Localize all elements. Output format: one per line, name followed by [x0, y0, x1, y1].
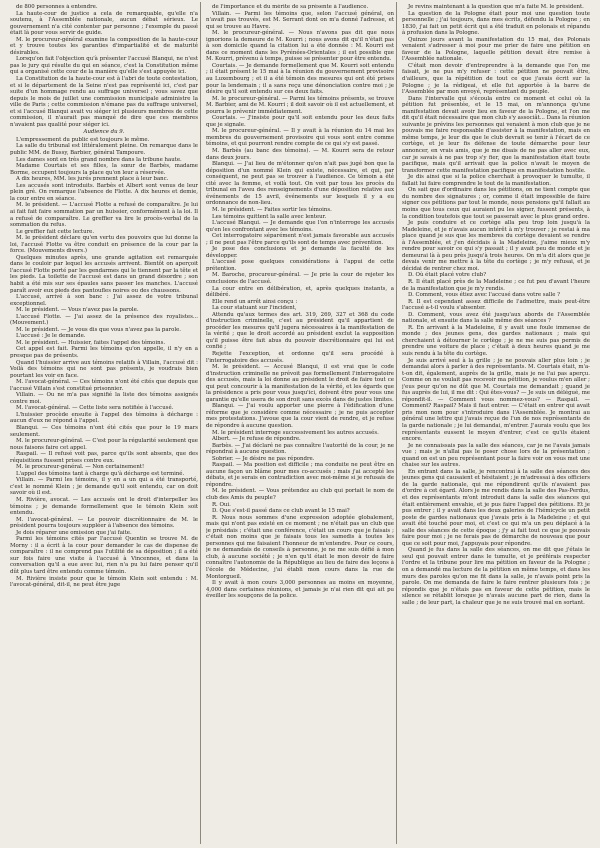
paragraph: Blanqui. — J'ai lieu de m'étonner qu'on n'ait pas jugé bon que la déposition d'un nommé Klein qui existe, nécessaire, et qui, par conséquent, ne peut pas se trouver à l'audience. Ce témoin a été cité avec la femme, et voilà tout. On voit par tous les procès du tribunal en l'aveu des renseignements d'une déposition relative aux événements de 15 avril, événements sur lesquels il y a eu ordonnance de non-lieu. [206, 161, 394, 207]
paragraph: Courtais. — J'insiste pour qu'il soit entendu pour les deux faits que je signale. [206, 115, 394, 128]
paragraph: Albert. — Je refuse de répondre. [212, 436, 301, 443]
paragraph: L'appel des témoins tant à charge qu'à décharge est terminé. [16, 470, 185, 477]
paragraph: Villain. — Parmi les témoins, il y en a un qui a été transporté, c'est le nommé Klein ; je demande qu'il soit entendu, car on doit savoir où il est. [10, 477, 198, 497]
paragraph: Les dames sont en très grand nombre dans la tribune haute. [16, 156, 182, 163]
paragraph: La question de la Pologne était pour moi une question toute personnelle ; j'ai toujours, dans mes écrits, défendu la Pologne ; en 1830, j'ai fait un petit écrit qui a été traduit en polonais et répandu à profusion dans la Pologne. [402, 10, 590, 37]
paragraph: R. Nous nous sommes d'une expression adoptée globalement, mais qui n'ont pas existé en ce moment ; ne n'était pas un club que je présidais ; c'était une conférence, c'était un cours que je faisais ; c'était non moins que je faisais tous les samedis à toutes les personnes qui me faisaient l'honneur de m'entendre. Pour ce cours, je ne demandais de conseils à personne, je ne me suis défié à mon club, à aucune société ; je n'en qu'il était le mon devoir de faire connaître l'autonomie de la République au lieu de faire des leçons à l'école de Médecine, j'ai établi mon cours dans la rue de Montorgueil. [206, 514, 394, 580]
paragraph: M. le président. — Je vous dis que vous n'avez pas la parole. [16, 326, 181, 333]
column-divider [396, 2, 397, 844]
paragraph: L'accusé : Je le demande. [16, 333, 86, 340]
paragraph: Quinze jours avant la manifestation du 15 mai, des Polonais venaient s'adresser à moi pour me prier de faire une pétition en faveur de la Pologne, laquelle pétition devait être remise à l'Assemblée nationale. [402, 36, 590, 63]
paragraph: La Constitution de la haute-cour est à l'abri de toute contestation, et si le département de la Seine n'est pas représenté ici, c'est par suite d'un hommage rendu au suffrage universel ; vous savez que depuis le mois de juillet une commission municipale administre la ville de Paris ; cette commission n'émane pas du suffrage universel, et si l'accusé Blanqui avait vu siéger ici plusieurs membres de cette commission, il n'aurait pas manqué de dire que ces membres n'avaient pas qualité pour siéger ici. [10, 76, 198, 128]
paragraph: L'empressement du public est toujours le même. [16, 136, 150, 143]
paragraph: Courtais. — Je demande formellement que M. Kourri soit entendu ; il était présent le 15 mai à la réunion du gouvernement provisoire au Luxembourg ; et il a été témoin des mesures qui ont été prises pour la lendemain ; il a sans reçu une dénonciation contre moi ; je désire qu'il soit entendu sur ces deux faits. [206, 62, 394, 96]
paragraph: Il y avait à mon cours 3,000 personnes au moins en moyenne, 4,000 dans certaines réunions, et jamais je n'ai rien dit qui ait pu éveiller les soupçons de la police. [206, 580, 394, 600]
paragraph: Je puis conduire et ce cortège alla peu trop loin jusqu'à la Madeleine, et je n'avais aucun intérêt à m'y trouver ; je restai à ma place quand je sus que les membres du cortège devaient se rendre à l'Assemblée, et j'en décidais à la Madeleine, j'aime mieux m'y rendre pour savoir ce qui s'y passait ; il y avait peu de monde et je demeurai là à peu près jusqu'à trois heures. On m'a dit alors que je devais venir me mettre à la tête du cortège ; je m'y refusai, et je décidai de rentrer chez moi. [402, 220, 590, 272]
paragraph: M. le président interroge successivement les autres accusés. [212, 429, 379, 436]
paragraph: Raspail. — Il refusé voit pas, parce qu'ils sont absents, que des réquisitions fussent prises contre eux. [10, 451, 198, 464]
paragraph: Dans l'intervalle qui s'écoula entre ce moment et celui où la pétition fut présentée, et le 15 mai, on m'annonça qu'une manifestation devait avoir lieu en faveur de la Pologne, et l'on me dit qu'il était nécessaire que mon club s'y associât... Dans la réunion suivante je prévins les personnes qui venaient à mon club que je ne pouvais me faire responsable d'assister à la manifestation, mais en même temps, je leur dis que le club devrait se tenir à l'écart de ce cortège, et je leur fis défense de toute démarche pour leur annoncer, en vrais amis, que je me disais de ne pas aller avec eux, car je savais à ne pas trop s'y fier, que la manifestation était toute pacifique, mais qu'il arrivait que la police n'avait le moyen de transformer cette manifestation pacifique en manifestation hostile. [402, 95, 590, 174]
paragraph: M. le président. — L'accusé Flotte a refusé de comparaître. Je lui ai fait fait faire sommation par un huissier, conformément à la loi. Il a refusé de comparaître. Le greffier va lire le procès-verbal de la sommation du refus. [10, 202, 198, 229]
paragraph: Lorsqu'on fait l'objection qu'à présenter l'accusé Blanqui, ne n'est pas le jury qui résulte du qui en séance, c'est la Constitution même qui a organisé cette cour de la manière qu'elle s'est appuyée ici. [10, 56, 198, 76]
paragraph: L'accusé Flotte. — J'ai assez de la présence des royalistes... (Mouvement.) [10, 313, 198, 327]
paragraph: M. Rivière insiste pour que le témoin Klein soit entendu : M. l'avocat-général, dit-il, ne peut être juge [10, 575, 198, 589]
paragraph: La salle du tribunal est littéralement pleine. On remarque dans le public MM. de Bussy, Barbier, général Tampoure. [10, 143, 198, 157]
paragraph: Quand je fus dans la salle des séances, on me dit que j'étais le seul qui pouvait entrer dans le tumulte, et je préférais respecter l'ordre et la tribune pour lire ma pétition en faveur de la Pologne ; on a demandé ma lecture de la pétition en même temps, et dans les murs des paroles qu'on me fit dans la salle, je n'avais point pris la parole. On me demanda de faire le faire rentrer plusieurs fois ; je répondis que je n'étais pas en faveur de cette pétition, mais le silence se rétablit lorsque je n'avais aucune part de rien, dans la salle ; de leur part, la chaleur que je ne suis trouvé mal en sortant. [402, 547, 590, 606]
paragraph: M. le procureur-général. — Il y avait à la réunion du 14 mai les membres du gouvernement provisoire qui vous sont entre comme témoins, et qui pourront rendre compte de ce qui s'y est passé. [206, 128, 394, 148]
paragraph: M. le président déclare qu'en vertu des pouvoirs que lui donne la loi, l'accusé Flotte va être conduit en présence de la cour par la force. (Mouvements divers.) [10, 235, 198, 255]
paragraph: C'était mon devoir d'entreprendre à la demande que l'on me faisait, je ne pus m'y refuser : cette pétition ne pouvait être, d'ailleurs, que la répétition de tout ce que j'avais écrit sur la Pologne ; je la rédigeai, et elle fut apportée à la barre de l'Assemblée par mon envoyé, représentant du peuple. [402, 62, 590, 96]
paragraph: L'huissier procède ensuite à l'appel des témoins à décharge : aucun d'eux ne répond à l'appel. [10, 411, 198, 425]
paragraph: Attendu qu'aux termes des art. 319, 269, 327 et 368 du code d'instruction criminelle, c'est au président qu'il appartient de procéder les mesures qu'il jugera nécessaires à la manifestation de la vérité ; que le droit accordé au président exclut la supposition qu'il puisse être fait abus du pouvoir discrétionnaire qui lui est confié ; [206, 311, 394, 351]
paragraph: D. Que s'est-il passé dans ce club avant le 15 mai? [212, 508, 350, 515]
paragraph: M. le président. — Huissier, faites l'appel des témoins. [16, 339, 166, 346]
paragraph: D. Comment, vous étiez avec l'accusé dans votre salle ? [408, 292, 561, 299]
paragraph: M. le président. — Accusé Blanqui, il est vrai que le code d'instruction criminelle ne prévoit pas formellement l'interrogatoire des accusés, mais la loi donne au président le droit de faire tout ce qui peut concourir à la manifestation de la vérité, et les égards que la présidence a pris pour vous jusqu'ici, doivent être pour vous une garantie qu'elle usera de son droit sans excès dans de justes limites. [206, 364, 394, 403]
paragraph: Je ne connaissais pas la salle des séances, car je ne l'avais jamais vue ; mais je n'allai pas le poser chose lors de la présentation ; quand on est un peu représentant pour la faire voir on vous met une chaise sur les autres. [402, 442, 590, 469]
paragraph: R. En arrivant à la Madeleine, il y avait une foule immense de monde ; des jeunes gens, des gardes nationaux ; mais qui cherchaient à détourner le cortège ; je ne me suis pas permis de prendre une voiture de place ; c'était à deux heures quand je me suis rendu à la tête du cortège. [402, 324, 590, 357]
paragraph: En entrant dans la salle, je rencontrai à la salle des séances des jeunes gens qui causaient et hésitaient ; je m'adressai à des officiers de la garde nationale, qui me répondirent qu'ils n'avaient pas d'ordre à cet égard. Alors je me rendis dans la salle des Pas-Perdus, et des représentants m'ont introduit dans la salle des séances qui était entièrement envahie, et je pus faire l'appel des pétitions. Et je pus entrer ; il y avait dans les deux galeries de l'hémicycle un petit poste de gardes nationaux que j'avais pris à la Madeleine ; et qui avait été touché pour moi, et c'est ce qui m'a un peu déplacé à la salle des séances de cette époque ; j'y ai fait tout ce que je pouvais faire pour moi ; je ne ferais pas de démarche de nouveau que pour que ce soit pour moi, j'appuyais pour répondre. [402, 468, 590, 547]
paragraph: Raspail. — Ma position est difficile ; ma conduite ne peut être en aucune façon un blâme pour mes co-accusés ; mais j'ai accepté les débats, et je serais en contradiction avec moi-même si je refusais de répondre. [206, 462, 394, 488]
paragraph: On sait que d'ordinaire dans les pétitions, on ne tient compte que du nombre des signatures ; or, comme il était impossible de faire signer ces pétitions par tout le monde, nous pensions qu'il fallait au moins que tous ceux qui auraient pu les signer, fussent présents, à la condition toutefois que tout se passerait avec le plus grand ordre. [402, 187, 590, 220]
paragraph: M. l'avocat-général. — Ces témoins n'ont été cités que depuis que l'accusé Villain s'est constitué prisonnier. [10, 379, 198, 392]
paragraph: M. Rivière, avocat. — Les accusés ont le droit d'interpeller les témoins ; je demande formellement que le témoin Klein soit entendu. [10, 497, 198, 517]
paragraph: A dix heures, MM. les jurés prennent place à leur banc. [16, 176, 169, 183]
paragraph: M. le procureur-général. — Nous n'avons pas dit que nous ignorions la demeure de M. Kourri ; nous avons dit qu'il n'était pas à son domicile quand la citation lui a été donnée : M. Kourri est dans ce moment dans les Pyrénées-Orientales ; il est possible que M. Kourri, prévenu à temps, puisse se présenter pour être entendu. [206, 30, 394, 63]
paragraph: Villain. — Parmi les témoins que, selon l'accusé général, on n'avait pas trouvés, est M. Serrant dont on m'a donné l'adresse, et qui se trouve au Havre. [206, 10, 394, 30]
column-divider [200, 2, 201, 844]
paragraph: Rejette l'exception, et ordonne qu'il sera procédé à l'interrogatoire des accusés. [206, 350, 394, 364]
paragraph: M. le procureur-général. — Parmi les témoins présents, se trouve M. Barbier, ami de M. Kourri ; il doit savoir où il est actuellement, et pourra le prévenir immédiatement. [206, 95, 394, 115]
paragraph: D. Où était placé votre club? [408, 272, 487, 279]
paragraph: Les témoins quittent la salle avec lenteur. [212, 213, 327, 220]
paragraph: M. le président. — Faites sortir les témoins. [212, 206, 332, 213]
paragraph: R. Il est cependant assez difficile de l'admettre, mais peut-être l'accusé a-t-il voulu s'absenter. [402, 298, 590, 312]
paragraph: L'accusé, arrivé à son banc : J'ai assez de votre tribunal exceptionnel. [10, 294, 198, 307]
paragraph: Barbès. — J'ai déclaré ne pas connaître l'autorité de la cour, je ne répondrai à aucune question. [206, 442, 394, 456]
paragraph: M. Baroche, procureur-général. — Je prie la cour de rejeter les conclusions de l'accusé. [206, 272, 394, 285]
paragraph: La cour entre en délibération, et, après quelques instants, a délibéré. [206, 285, 394, 299]
paragraph: Je pose des conclusions et je demande la faculté de les développer. [206, 246, 394, 259]
paragraph: Blanqui. — Ces témoins n'ont été cités que pour le 19 mars seulement. [10, 425, 198, 438]
paragraph: R. Il était placé près de la Madeleine ; ce fut peu d'avant l'heure de la manifestation que je m'y rendis. [402, 278, 590, 292]
paragraph: R. Oui. [212, 501, 231, 508]
paragraph: La cour statuant sur l'incident, [212, 305, 297, 312]
paragraph: M. Barbès (au banc des témoins). — M. Kourri sera de retour dans deux jours. [206, 148, 394, 161]
paragraph: Je suis arrivé seul à la grille ; je ne pouvais aller plus loin ; je demandai alors à parler à des représentants. M. Courtais était, m'a-t-on dit, également, auprès de la grille, mais je ne l'ai pas aperçu. Comme on ne voulait pas recevoir ma pétition, je voulus m'en aller ; j'eus peur qu'on ne dût que M. Courtais me demandait ; quand je fus auprès de lui, il me dit : Qui êtes-vous? — Je suis un délégué, me répondit-il. — Comment vous nommez-vous? — Raspail. — Comment? Raspail? Mais il faut entrer. — C'était en entrer qui avait pris mon nom pour s'introduire dans l'Assemblée. Je montrai au général une lettre qui j'avais reçue de l'un de nos représentants de la garde nationale ; je lui demandai, m'entrer. J'aurais voulu que les représentants eussent le moyen d'entrer, c'est ce qu'ils étaient encore. [402, 357, 590, 443]
paragraph: M. le procureur-général. — C'est pour la régularité seulement que nous faisons faire cet appel. [10, 438, 198, 451]
paragraph: M. le président. — Vous prétendez au club qui portait le nom de club des Amis du peuple? [206, 488, 394, 502]
paragraph: M. l'avocat-général. — Cette liste sera notifiée à l'accusé. [16, 405, 174, 412]
paragraph: Je revins maintenant à la question que m'a faite M. le président. [408, 4, 584, 10]
paragraph: Cet interrogatoire séparément n'est jamais favorable aux accusés ; il ne peut pas l'être parce qu'ils sont de temps avec prévention. [206, 233, 394, 246]
text-column-1 [10, 4, 198, 842]
paragraph: Les accusés sont introduits. Barbès et Albert sont venus de leur plein gré. On remarque l'absence de Flotte. A dix heures et demie, la cour entre en séance. [10, 182, 198, 202]
paragraph: Villain. — Ou ne m'a pas signifié la liste des témoins assignés contre moi. [10, 392, 198, 405]
paragraph: de l'importance et du mérite de sa présente à l'audience. [212, 4, 369, 10]
paragraph: Quelques minutes après, une grande agitation est remarquée dans le couloir par lequel les accusés arrivent. Bientôt on aperçoit l'accusé Flotte porté par les gendarmes qui le tiennent par la tête et les pieds. La toilette de l'accusé est dans un grand désordre ; son habit a été mis sur ses épaules sans passer les manches. L'accusé paraît avoir eux pieds des pantoufles noires ou des chaussons. [10, 254, 198, 294]
paragraph: Sobrier. — Je désire ne pas répondre. [212, 455, 315, 462]
paragraph: Le greffier fait cette lecture. [16, 228, 95, 235]
paragraph: Parmi les témoins cités par l'accusé Quentin se trouve M. de Morny : il a écrit à la cour pour demander le cas de dispense de comparaître : il ne comprend pas l'utilité de sa déposition ; il a été sur fois faire une visite à l'accusé à Vincennes, et dans la conversation qu'il a eue avec lui, rien n'a pu lui faire penser qu'il dût plus tard être entendu comme témoin. [10, 536, 198, 576]
paragraph: M. l'avocat-général. — Le pouvoir discrétionnaire de M. le président pourra toujours suppléer à l'absence des témoins. [10, 516, 198, 530]
paragraph: Je dis ainsi que si la police cherchait à provoquer le tumulte, il fallait lui faire comprendre le tout de la manifestation. [402, 174, 590, 187]
text-column-2 [206, 4, 394, 842]
paragraph: Blanqui. — J'ai voulu apporter une pierre à l'édification d'une réforme que je considère comme nécessaire ; je ne puis accepter mes protestations. J'avoue que la cour vient de rendre, et je refuse de répondre à aucune question. [206, 403, 394, 429]
paragraph: Cet appel est fait. Parmi les témoins qu'on appelle, il n'y en a presque pas de présents. [10, 346, 198, 359]
section-heading: Audience du 9. [83, 129, 125, 136]
paragraph: Je dois réparer une omission que j'ai faite. [16, 529, 132, 536]
paragraph: Madame Courtais et ses filles, la sœur de Barbès, madame Borme, occupent toujours la place qu'on leur a réservée. [10, 163, 198, 176]
paragraph: L'accusé pose quelques considérations à l'appui de cette prétention. [206, 259, 394, 272]
paragraph: Elle rend un arrêt ainsi conçu : [212, 298, 298, 305]
text-column-3 [402, 4, 590, 842]
paragraph: M. le procureur-général. — Non certainement! [16, 464, 145, 471]
paragraph: de 800 personnes à entendre. [16, 4, 98, 10]
paragraph: D. Comment, vous avez été jusqu'aux abords de l'Assemblée nationale, et ensuite dans la salle même des séances ? [402, 311, 590, 325]
paragraph: La haute-cour de justice a cela de remarquable, qu'elle n'a soutenu, à l'Assemblée nationale, aucun débat sérieux. Le gouvernement n'a cité contenter par personne ; l'exemple du passé était là pour vous servir de guide. [10, 10, 198, 37]
paragraph: M. le président. — Vous n'avez pas la parole. [16, 307, 139, 314]
paragraph: L'accusé Blanqui. — Je demande que l'on n'interroge les accusés qu'en les confrontant avec les témoins. [206, 220, 394, 233]
paragraph: Quand l'huissier arrive aux témoins relatifs à Villain, l'accusé dit : Voilà des témoins qui ne sont pas présents, je voudrais bien pourtant les voir en face. [10, 359, 198, 379]
paragraph: M. le procureur-général examine la composition de la haute-cour et y trouve toutes les garanties d'impartialité et de maturité désirables. [10, 36, 198, 56]
